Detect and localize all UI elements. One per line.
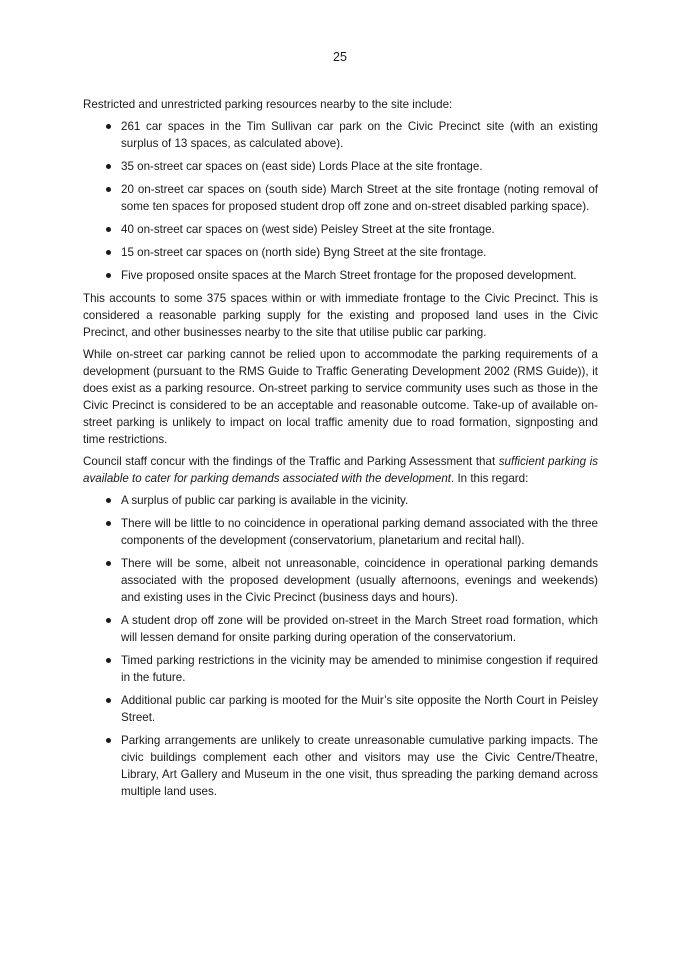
list-item	[83, 181, 598, 215]
supply-paragraph: This accounts to some 375 spaces within or with immediate frontage to the Civic Precinct. This is considered a reasonable parking supply for the existing and proposed land uses in the Civic Precinct, and other businesses nearby to the site that utilise public car parking.	[83, 292, 598, 339]
list-item-text: 35 on-street car spaces on (east side) Lords Place at the site frontage.	[121, 160, 483, 173]
list-item-text: 40 on-street car spaces on (west side) Peisley Street at the site frontage.	[121, 223, 495, 236]
list-item-text: Additional public car parking is mooted for the Muir’s site opposite the North Court in Peisley Street.	[121, 694, 598, 724]
bullet-icon	[103, 221, 113, 232]
bullet-icon	[103, 181, 113, 192]
bullet-icon	[103, 244, 113, 255]
findings-list	[83, 492, 598, 800]
list-item-text: 261 car spaces in the Tim Sullivan car park on the Civic Precinct site (with an existing surplus of 13 spaces, as calculated above).	[121, 120, 598, 150]
list-item	[83, 612, 598, 646]
bullet-icon	[103, 652, 113, 663]
list-item	[83, 492, 598, 509]
bullet-icon	[103, 692, 113, 703]
bullet-icon	[103, 158, 113, 169]
assessment-tail: . In this regard:	[451, 472, 529, 485]
list-item-text: Timed parking restrictions in the vicinity may be amended to minimise congestion if required in the future.	[121, 654, 598, 684]
list-item	[83, 158, 598, 175]
bullet-icon	[103, 612, 113, 623]
bullet-icon	[103, 555, 113, 566]
bullet-icon	[103, 118, 113, 129]
assessment-lead: Council staff concur with the findings of the Traffic and Parking Assessment that	[83, 455, 499, 468]
list-item-text: Parking arrangements are unlikely to create unreasonable cumulative parking impacts. The civic buildings complement each other and visitors may use the Civic Centre/Theatre, Library, Art Gallery and Museum in the one visit, thus spreading the parking demand across multiple land uses.	[121, 734, 598, 798]
assessment-emphasis: sufficient parking is available to cater for parking demands associated with the development	[83, 455, 598, 485]
bullet-icon	[103, 492, 113, 503]
list-item-text: A student drop off zone will be provided on-street in the March Street road formation, which will lessen demand for onsite parking during operation of the conservatorium.	[121, 614, 598, 644]
list-item	[83, 221, 598, 238]
parking-resources-list	[83, 118, 598, 284]
list-item-text: Five proposed onsite spaces at the March Street frontage for the proposed development.	[121, 269, 577, 282]
intro-paragraph: Restricted and unrestricted parking resources nearby to the site include:	[83, 98, 453, 111]
list-item	[83, 515, 598, 549]
list-item-text: 20 on-street car spaces on (south side) March Street at the site frontage (noting removal of some ten spaces for proposed student drop off zone and on-street disabled parking space).	[121, 183, 598, 213]
list-item	[83, 555, 598, 606]
list-item	[83, 692, 598, 726]
document-body	[83, 96, 598, 806]
assessment-paragraph	[83, 453, 598, 487]
list-item	[83, 267, 598, 284]
list-item-text: There will be little to no coincidence in operational parking demand associated with the three components of the development (conservatorium, planetarium and recital hall).	[121, 517, 598, 547]
list-item	[83, 244, 598, 261]
list-item-text: There will be some, albeit not unreasonable, coincidence in operational parking demands associated with the proposed development (usually afternoons, evenings and weekends) and existing uses in the Civic Precinct (business days and hours).	[121, 557, 598, 604]
on-street-paragraph: While on-street car parking cannot be relied upon to accommodate the parking requirements of a development (pursuant to the RMS Guide to Traffic Generating Development 2002 (RMS Guide)), it does exist as a parking resource. On-street parking to service community uses such as those in the Civic Precinct is considered to be an acceptable and reasonable outcome. Take-up of available on-street parking is unlikely to impact on local traffic amenity due to road formation, signposting and time restrictions.	[83, 348, 598, 446]
list-item	[83, 652, 598, 686]
list-item	[83, 732, 598, 800]
list-item-text: 15 on-street car spaces on (north side) Byng Street at the site frontage.	[121, 246, 487, 259]
list-item	[83, 118, 598, 152]
list-item-text: A surplus of public car parking is available in the vicinity.	[121, 494, 409, 507]
bullet-icon	[103, 267, 113, 278]
bullet-icon	[103, 515, 113, 526]
bullet-icon	[103, 732, 113, 743]
page-number: 25	[333, 50, 347, 64]
